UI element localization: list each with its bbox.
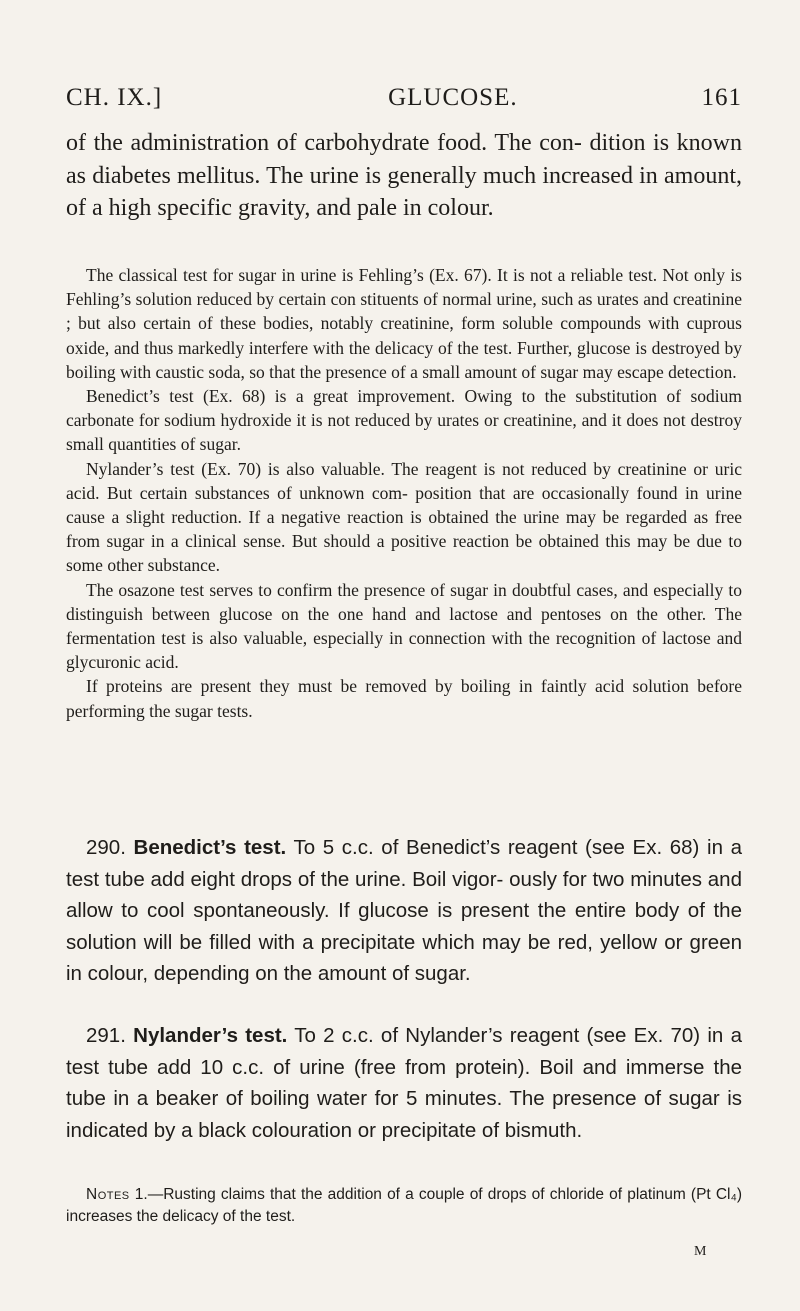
- section-heading: Benedict’s test.: [133, 836, 287, 859]
- paragraph-osazone: The osazone test serves to confirm the presence of sugar in doubtful cases, and especially to distinguish between glucose on the one hand and lactose and pentoses on the other. The fermentation test is also valuable, especially in connection with the recognition of lactose and glycuronic acid.: [66, 579, 742, 673]
- small-print-block: [66, 263, 742, 723]
- section-number: 290.: [86, 836, 126, 859]
- paragraph-nylander: Nylander’s test (Ex. 70) is also valuable. The reagent is not reduced by creatinine or uric acid. But certain substances of unknown com- position that are occasionally found in urine cause a slight reduction. If a negative reaction is obtained the urine may be regarded as free from sugar in a clinical sense. But should a positive reaction be obtained this may be due to some other substance.: [66, 458, 742, 576]
- section-291: [66, 1020, 742, 1146]
- section-number: 291.: [86, 1024, 126, 1047]
- signature-mark: M: [694, 1244, 708, 1259]
- opening-paragraph-block: [66, 127, 742, 225]
- notes-block: [66, 1184, 742, 1228]
- paragraph-proteins: If proteins are present they must be removed by boiling in faintly acid solution before performing the sugar tests.: [66, 676, 742, 721]
- paragraph-benedict: Benedict’s test (Ex. 68) is a great improvement. Owing to the substitution of sodium carbonate for sodium hydroxide it is not reduced by urates or creatinine, and it does not destroy small quantities of sugar.: [66, 386, 742, 455]
- section-heading: Nylander’s test.: [133, 1024, 288, 1047]
- notes-label: Notes: [86, 1186, 130, 1203]
- page-number: 161: [701, 84, 742, 111]
- section-text: To 2 c.c. of Nylander’s reagent (see Ex. 70) in a test tube add 10 c.c. of urine (free from protein). Boil and immerse the tube in a beaker of boiling water for 5 minutes. The presence of sugar is indicated by a black colouration or precipitate of bismuth.: [66, 1024, 742, 1142]
- opening-paragraph: of the administration of carbohydrate food. The con- dition is known as diabetes mellitus. The urine is generally much increased in amount, of a high specific gravity, and pale in colour.: [66, 130, 742, 221]
- running-header: [66, 84, 742, 112]
- section-text: To 5 c.c. of Benedict’s reagent (see Ex. 68) in a test tube add eight drops of the urine. Boil vigor- ously for two minutes and allow to cool spontaneously. If glucose is present the entire body of the solution will be filled with a precipitate which may be red, yellow or green in colour, depending on the amount of sugar.: [66, 836, 742, 985]
- notes-text: 1.—Rusting claims that the addition of a couple of drops of chloride of platinum (Pt Cl₄) increases the delicacy of the test.: [66, 1186, 742, 1225]
- section-290: [66, 832, 742, 990]
- chapter-label: CH. IX.]: [66, 84, 163, 111]
- running-title: GLUCOSE.: [388, 84, 518, 111]
- paragraph-fehling: The classical test for sugar in urine is Fehling’s (Ex. 67). It is not a reliable test. Not only is Fehling’s solution reduced by certain con stituents of normal urine, such as urates and creatinine ; but also certain of these bodies, notably creatinine, form soluble compounds with cuprous oxide, and thus markedly interfere with the delicacy of the test. Further, glucose is destroyed by boiling with caustic soda, so that the presence of a small amount of sugar may escape detection.: [66, 265, 742, 382]
